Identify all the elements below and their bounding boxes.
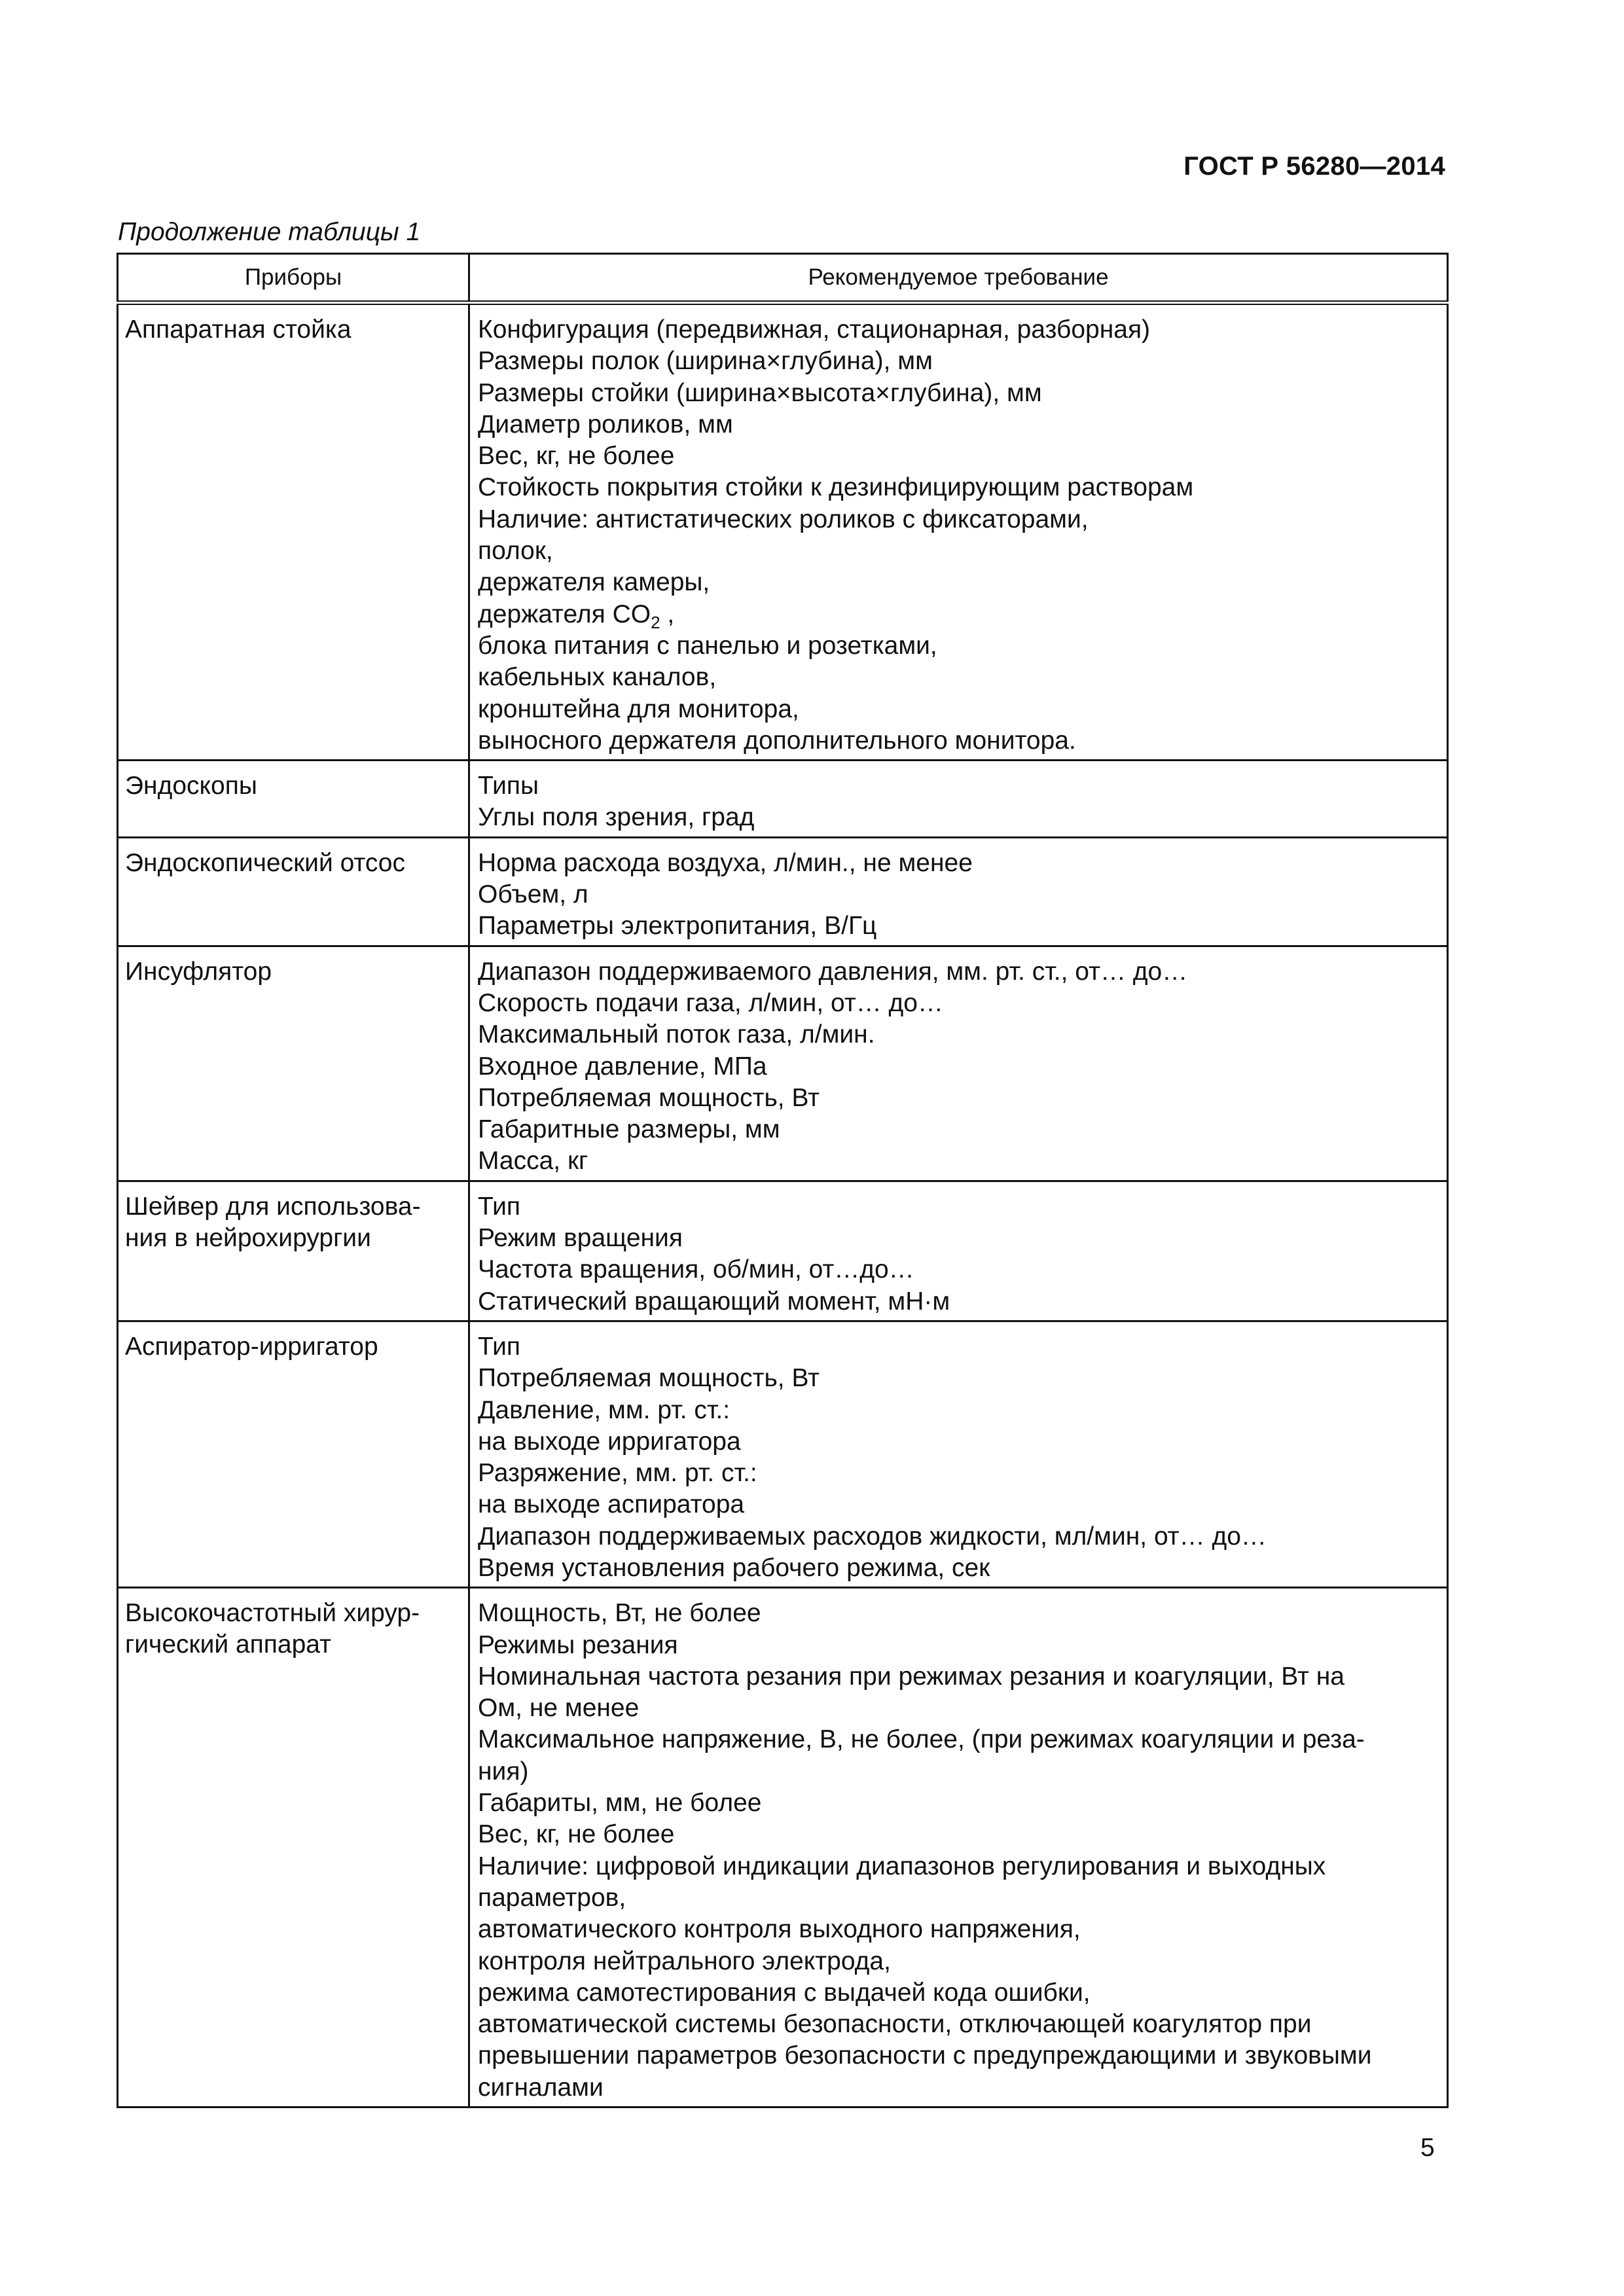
requirement-line: Стойкость покрытия стойки к дезинфицирующим растворам	[478, 473, 1194, 502]
requirement-line: превышении параметров безопасности с предупреждающими и звуковыми	[478, 2041, 1372, 2070]
table-caption: Продолжение таблицы 1	[118, 218, 421, 246]
requirement-line: сигналами	[478, 2073, 604, 2102]
requirement-line: Диапазон поддерживаемых расходов жидкости, мл/мин, от… до…	[478, 1522, 1267, 1551]
requirements-cell	[469, 1181, 1448, 1321]
device-cell	[118, 946, 469, 1181]
device-cell	[118, 303, 469, 761]
requirement-line: блока питания с панелью и розетками,	[478, 631, 937, 660]
requirement-line: Масса, кг	[478, 1147, 588, 1175]
device-name: Инсуфлятор	[125, 957, 272, 986]
device-name: Аспиратор-ирригатор	[125, 1332, 378, 1361]
requirement-line: Размеры стойки (ширина×высота×глубина), мм	[478, 378, 1042, 407]
requirement-line: Давление, мм. рт. ст.:	[478, 1395, 731, 1424]
device-cell	[118, 1181, 469, 1321]
requirement-line: Разряжение, мм. рт. ст.:	[478, 1459, 757, 1488]
requirement-line-co2	[478, 599, 1440, 630]
device-cell	[118, 761, 469, 838]
requirement-line: автоматической системы безопасности, отключающей коагулятор при	[478, 2010, 1312, 2039]
requirement-line: Наличие: антистатических роликов с фиксаторами,	[478, 505, 1089, 533]
table-row	[118, 1588, 1448, 2108]
requirements-cell	[469, 1321, 1448, 1587]
requirement-line: Мощность, Вт, не более	[478, 1599, 761, 1628]
requirement-line: полок,	[478, 537, 553, 565]
co2-subscript: 2	[651, 612, 660, 632]
co2-suffix: ,	[660, 600, 675, 628]
requirements-cell	[469, 303, 1448, 761]
table-header-row	[118, 254, 1448, 303]
requirement-line: Потребляемая мощность, Вт	[478, 1364, 820, 1393]
requirement-line: Типы	[478, 772, 539, 800]
requirement-line: держателя камеры,	[478, 568, 710, 597]
requirement-line: параметров,	[478, 1883, 626, 1912]
requirement-line: автоматического контроля выходного напряжения,	[478, 1915, 1081, 1944]
requirement-line: Режим вращения	[478, 1224, 683, 1253]
device-name: Высокочастотный хирур-	[125, 1599, 420, 1628]
device-name: Шейвер для использова-	[125, 1192, 421, 1221]
requirement-line: режима самотестирования с выдачей кода ошибки,	[478, 1978, 1091, 2007]
requirements-cell	[469, 1588, 1448, 2108]
requirement-line: Конфигурация (передвижная, стационарная, разборная)	[478, 315, 1151, 344]
device-cell	[118, 837, 469, 946]
requirement-line: Потребляемая мощность, Вт	[478, 1083, 820, 1112]
page-number: 5	[1420, 2134, 1435, 2162]
requirement-line: Диаметр роликов, мм	[478, 410, 733, 439]
requirement-line: Тип	[478, 1332, 521, 1361]
device-name: ния в нейрохирургии	[125, 1223, 371, 1252]
requirement-line: Входное давление, МПа	[478, 1052, 767, 1081]
table-row	[118, 1181, 1448, 1321]
requirement-line: Тип	[478, 1192, 521, 1221]
requirement-line: Наличие: цифровой индикации диапазонов регулирования и выходных	[478, 1852, 1326, 1880]
table-row	[118, 946, 1448, 1181]
requirement-line: на выходе аспиратора	[478, 1490, 745, 1519]
requirement-line: кронштейна для монитора,	[478, 694, 799, 723]
requirement-line: Ом, не менее	[478, 1694, 640, 1723]
requirement-line: Вес, кг, не более	[478, 1820, 675, 1849]
requirement-line: Размеры полок (ширина×глубина), мм	[478, 347, 933, 376]
device-name: Эндоскопический отсос	[125, 848, 405, 877]
requirement-line: Время установления рабочего режима, сек	[478, 1553, 990, 1582]
requirement-line: кабельных каналов,	[478, 663, 717, 692]
table-row	[118, 837, 1448, 946]
requirement-line: Объем, л	[478, 880, 588, 909]
requirement-line: Максимальный поток газа, л/мин.	[478, 1020, 875, 1049]
requirement-line: Вес, кг, не более	[478, 442, 675, 471]
co2-text: держателя CO	[478, 600, 651, 628]
device-name: Аппаратная стойка	[125, 315, 352, 344]
requirement-line: Максимальное напряжение, В, не более, (при режимах коагуляции и реза-	[478, 1725, 1365, 1754]
requirements-cell	[469, 837, 1448, 946]
table-row	[118, 303, 1448, 761]
device-cell	[118, 1588, 469, 2108]
requirements-cell	[469, 946, 1448, 1181]
device-name: гический аппарат	[125, 1630, 331, 1659]
requirement-line: Габаритные размеры, мм	[478, 1115, 780, 1144]
requirement-line: Режимы резания	[478, 1630, 678, 1659]
requirement-line: Статический вращающий момент, мН·м	[478, 1287, 950, 1316]
requirement-line: Диапазон поддерживаемого давления, мм. рт. ст., от… до…	[478, 957, 1188, 986]
table-row	[118, 761, 1448, 838]
table-row	[118, 1321, 1448, 1587]
requirement-line: Скорость подачи газа, л/мин, от… до…	[478, 988, 943, 1017]
requirement-line: Частота вращения, об/мин, от…до…	[478, 1255, 914, 1284]
requirement-line: ния)	[478, 1757, 529, 1785]
requirement-line: Габариты, мм, не более	[478, 1789, 762, 1818]
requirement-line: на выходе ирригатора	[478, 1427, 741, 1456]
device-name: Эндоскопы	[125, 772, 257, 800]
column-header-requirements: Рекомендуемое требование	[469, 254, 1448, 303]
column-header-devices: Приборы	[118, 254, 469, 303]
requirement-line: Номинальная частота резания при режимах резания и коагуляции, Вт на	[478, 1662, 1344, 1691]
requirement-line: контроля нейтрального электрода,	[478, 1946, 891, 1975]
requirements-table	[117, 253, 1449, 2108]
requirement-line: Углы поля зрения, град	[478, 803, 755, 832]
device-cell	[118, 1321, 469, 1587]
requirement-line: Норма расхода воздуха, л/мин., не менее	[478, 848, 973, 877]
requirement-line: Параметры электропитания, В/Гц	[478, 912, 877, 941]
requirements-cell	[469, 761, 1448, 838]
requirement-line: выносного держателя дополнительного монитора.	[478, 726, 1076, 755]
standard-number: ГОСТ Р 56280—2014	[1183, 152, 1445, 181]
